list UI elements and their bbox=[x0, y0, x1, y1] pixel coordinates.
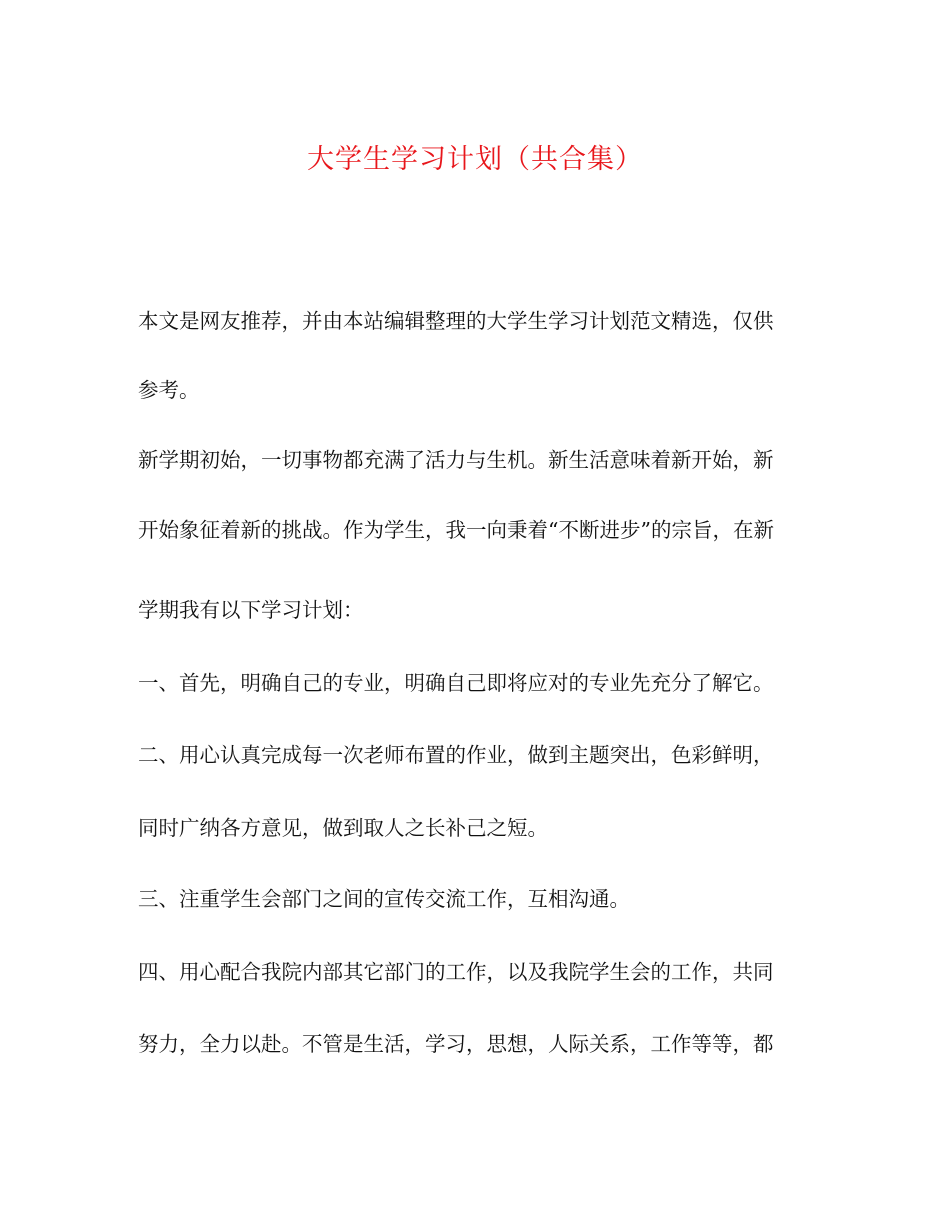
body-line-4: 开始象征着新的挑战。作为学生，我一向秉着“不断进步”的宗旨，在新 bbox=[138, 518, 774, 542]
document-title: 大学生学习计划（共合集） bbox=[307, 144, 643, 175]
body-line-1: 本文是网友推荐，并由本站编辑整理的大学生学习计划范文精选，仅供 bbox=[138, 309, 774, 333]
body-line-10: 四、用心配合我院内部其它部门的工作，以及我院学生会的工作，共同 bbox=[138, 960, 774, 984]
body-line-3: 新学期初始，一切事物都充满了活力与生机。新生活意味着新开始，新 bbox=[138, 448, 774, 472]
body-line-8: 同时广纳各方意见，做到取人之长补己之短。 bbox=[138, 816, 548, 840]
body-line-9: 三、注重学生会部门之间的宣传交流工作，互相沟通。 bbox=[138, 887, 630, 911]
body-line-11: 努力，全力以赴。不管是生活，学习，思想，人际关系，工作等等，都 bbox=[138, 1032, 774, 1056]
body-line-6: 一、首先，明确自己的专业，明确自己即将应对的专业先充分了解它。 bbox=[138, 671, 774, 695]
body-line-5: 学期我有以下学习计划： bbox=[138, 598, 364, 622]
body-line-2: 参考。 bbox=[138, 378, 200, 402]
body-line-7: 二、用心认真完成每一次老师布置的作业，做到主题突出，色彩鲜明， bbox=[138, 743, 774, 767]
